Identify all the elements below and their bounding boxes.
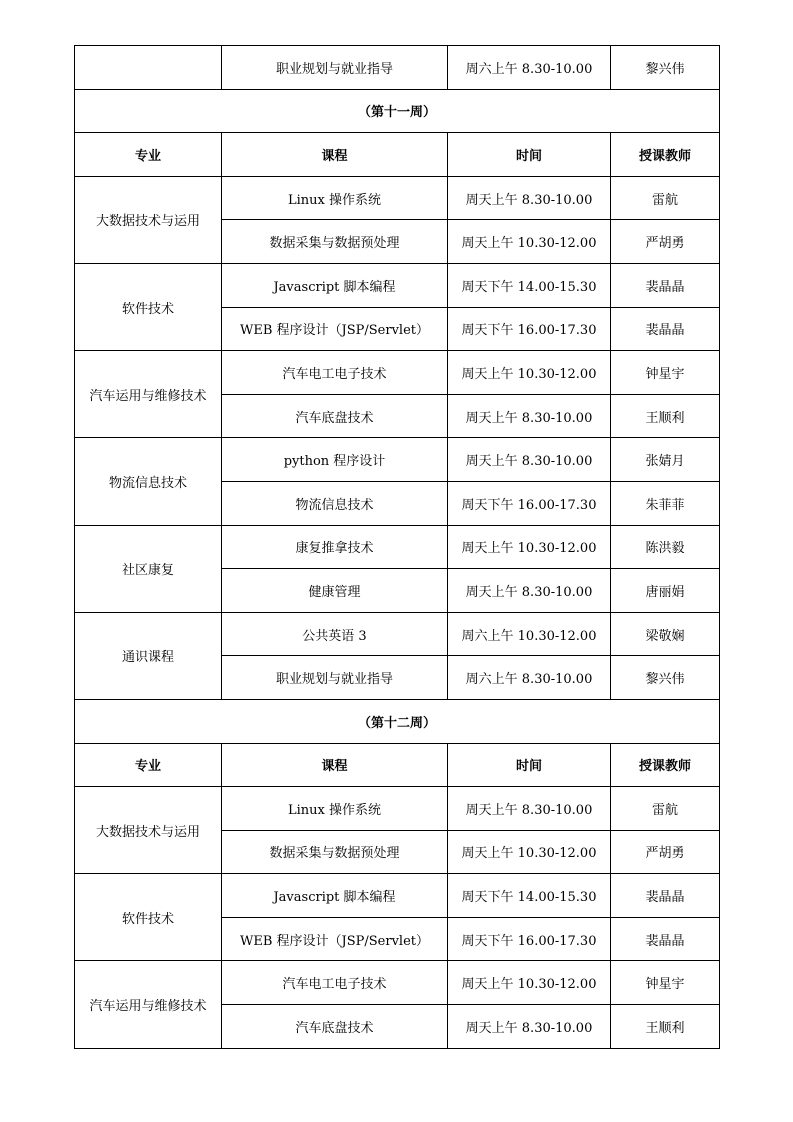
table-row [75,263,720,307]
course-cell: WEB 程序设计（JSP/Servlet） [222,307,448,351]
course-cell: 康复推拿技术 [222,525,448,569]
teacher-cell: 唐丽娟 [611,569,720,613]
header-course: 课程 [222,133,448,177]
week-title: （第十二周） [75,699,720,743]
week-title: （第十一周） [75,89,720,133]
major-cell: 汽车运用与维修技术 [75,351,222,438]
teacher-cell: 王顺利 [611,394,720,438]
header-major: 专业 [75,133,222,177]
table-row [75,46,720,90]
week-title-row [75,699,720,743]
time-cell: 周六上午 8.30-10.00 [448,46,611,90]
major-cell: 软件技术 [75,263,222,350]
time-cell: 周天上午 10.30-12.00 [448,525,611,569]
teacher-cell: 裴晶晶 [611,917,720,961]
schedule-body [75,46,720,1049]
teacher-cell: 王顺利 [611,1005,720,1049]
time-cell: 周天上午 8.30-10.00 [448,1005,611,1049]
header-row [75,133,720,177]
course-cell: python 程序设计 [222,438,448,482]
course-cell: 汽车电工电子技术 [222,351,448,395]
teacher-cell: 雷航 [611,176,720,220]
course-cell: WEB 程序设计（JSP/Servlet） [222,917,448,961]
course-cell: Linux 操作系统 [222,176,448,220]
course-cell: 汽车电工电子技术 [222,961,448,1005]
teacher-cell: 黎兴伟 [611,46,720,90]
major-cell: 软件技术 [75,874,222,961]
major-cell: 通识课程 [75,612,222,699]
header-time: 时间 [448,133,611,177]
week-title-row [75,89,720,133]
major-cell: 大数据技术与运用 [75,787,222,874]
time-cell: 周天上午 8.30-10.00 [448,394,611,438]
course-cell: 健康管理 [222,569,448,613]
teacher-cell: 雷航 [611,787,720,831]
time-cell: 周天下午 16.00-17.30 [448,481,611,525]
table-row [75,176,720,220]
time-cell: 周天下午 14.00-15.30 [448,263,611,307]
table-row [75,612,720,656]
teacher-cell: 钟星宇 [611,961,720,1005]
time-cell: 周天上午 10.30-12.00 [448,830,611,874]
schedule-table [74,45,720,1049]
time-cell: 周天上午 10.30-12.00 [448,961,611,1005]
teacher-cell: 严胡勇 [611,220,720,264]
major-cell [75,46,222,90]
time-cell: 周天上午 10.30-12.00 [448,220,611,264]
table-row [75,438,720,482]
teacher-cell: 裴晶晶 [611,307,720,351]
course-cell: 汽车底盘技术 [222,1005,448,1049]
time-cell: 周六上午 10.30-12.00 [448,612,611,656]
teacher-cell: 严胡勇 [611,830,720,874]
teacher-cell: 朱菲菲 [611,481,720,525]
teacher-cell: 张婧月 [611,438,720,482]
teacher-cell: 梁敬娴 [611,612,720,656]
major-cell: 大数据技术与运用 [75,176,222,263]
table-row [75,961,720,1005]
header-teacher: 授课教师 [611,743,720,787]
teacher-cell: 裴晶晶 [611,874,720,918]
table-row [75,351,720,395]
teacher-cell: 陈洪毅 [611,525,720,569]
course-cell: 职业规划与就业指导 [222,656,448,700]
time-cell: 周六上午 8.30-10.00 [448,656,611,700]
header-row [75,743,720,787]
course-cell: 职业规划与就业指导 [222,46,448,90]
table-row [75,874,720,918]
time-cell: 周天上午 8.30-10.00 [448,787,611,831]
time-cell: 周天上午 8.30-10.00 [448,569,611,613]
time-cell: 周天上午 10.30-12.00 [448,351,611,395]
table-row [75,787,720,831]
course-cell: Javascript 脚本编程 [222,874,448,918]
major-cell: 汽车运用与维修技术 [75,961,222,1048]
course-cell: 汽车底盘技术 [222,394,448,438]
course-cell: 物流信息技术 [222,481,448,525]
time-cell: 周天上午 8.30-10.00 [448,438,611,482]
table-row [75,525,720,569]
header-teacher: 授课教师 [611,133,720,177]
course-cell: 数据采集与数据预处理 [222,220,448,264]
teacher-cell: 裴晶晶 [611,263,720,307]
time-cell: 周天下午 14.00-15.30 [448,874,611,918]
course-cell: 数据采集与数据预处理 [222,830,448,874]
major-cell: 社区康复 [75,525,222,612]
time-cell: 周天下午 16.00-17.30 [448,917,611,961]
teacher-cell: 钟星宇 [611,351,720,395]
teacher-cell: 黎兴伟 [611,656,720,700]
header-course: 课程 [222,743,448,787]
course-cell: Linux 操作系统 [222,787,448,831]
header-major: 专业 [75,743,222,787]
course-cell: Javascript 脚本编程 [222,263,448,307]
time-cell: 周天上午 8.30-10.00 [448,176,611,220]
header-time: 时间 [448,743,611,787]
course-cell: 公共英语 3 [222,612,448,656]
major-cell: 物流信息技术 [75,438,222,525]
time-cell: 周天下午 16.00-17.30 [448,307,611,351]
